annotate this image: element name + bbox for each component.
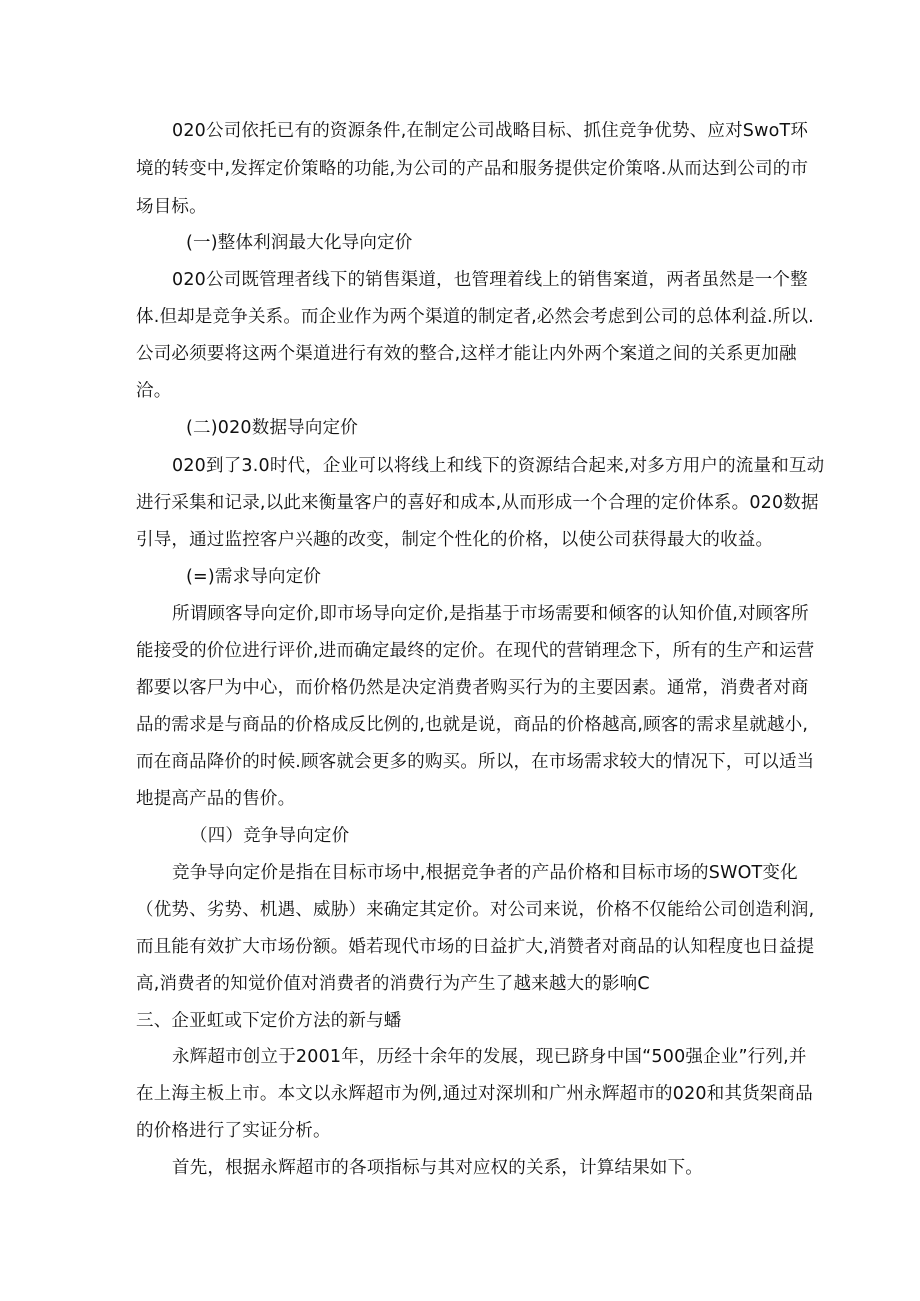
paragraph-line: 在上海主板上市。本文以永辉超市为例,通过对深圳和广州永辉超市的020和其货架商品: [136, 1084, 813, 1104]
paragraph-line: 首先，根据永辉超市的各项指标与其对应权的关系，计算结果如下。: [172, 1158, 703, 1178]
paragraph-line: 境的转变中,发挥定价策略的功能,为公司的产品和服务提供定价策咯.从而达到公司的市: [136, 159, 809, 179]
paragraph-line: 竞争导向定价是指在目标市场中,根据竞争者的产品价格和目标市场的SWOT变化: [172, 863, 798, 883]
paragraph-line: 永辉超市创立于2001年，历经十余年的发展，现已跻身中国“500强企业”行列,并: [172, 1047, 807, 1067]
paragraph-line: 品的需求是与商品的价格成反比例的,也就是说，商品的价格越高,顾客的需求星就越小,: [136, 715, 809, 735]
paragraph-line: 进行采集和记录,以此来衡量客户的喜好和成本,从而形成一个合理的定价体系。020数据: [136, 493, 819, 513]
paragraph-line: 能接受的价位进行评价,进而确定最终的定价。在现代的营销理念下，所有的生产和运营: [136, 641, 815, 661]
paragraph-line: 洽。: [136, 381, 172, 401]
paragraph-line: 高,消费者的知觉价值对消费者的消费行为产生了越来越大的影响C: [136, 974, 650, 994]
paragraph-line: 地提高产品的售价。: [136, 789, 296, 809]
section-heading: (=)需求导向定价: [186, 567, 322, 587]
paragraph-line: 体.但却是竞争关系。而企业作为两个渠道的制定者,必然会考虑到公司的总体利益.所以.: [136, 307, 814, 327]
paragraph-line: 都要以客尸为中心，而价格仍然是决定消费者购买行为的主要因素。通常，消费者对商: [136, 678, 809, 698]
paragraph-line: 公司必须要将这两个渠道进行有效的整合,这样才能让内外两个案道之间的关系更加融: [136, 344, 797, 364]
section-heading: （四）竞争导向定价: [190, 826, 350, 846]
paragraph-line: 所谓顾客导向定价,即市场导向定价,是指基于市场需要和倾客的认知价值,对顾客所: [172, 604, 809, 624]
paragraph-line: 引导，通过监控客户兴趣的改变，制定个性化的价格，以使公司获得最大的收益。: [136, 530, 774, 550]
paragraph-line: 场目标。: [136, 197, 207, 217]
paragraph-line: 020公司既管理者线下的销售渠道，也管理着线上的销售案道，两者虽然是一个整: [172, 270, 808, 290]
section-heading: 三、企亚虹或下定价方法的新与蟠: [136, 1011, 402, 1031]
paragraph-line: 020公司依托已有的资源条件,在制定公司战略目标、抓住竞争优势、应对SwoT环: [172, 121, 809, 141]
section-heading: (二)020数据导向定价: [186, 418, 358, 438]
section-heading: (一)整体利润最大化导向定价: [186, 233, 413, 253]
paragraph-line: 020到了3.0时代，企业可以将线上和线下的资源结合起来,对多方用户的流量和互动: [172, 456, 825, 476]
paragraph-line: 而且能有效扩大市场份额。婚若现代市场的日益扩大,消赞者对商品的认知程度也日益提: [136, 937, 815, 957]
paragraph-line: 而在商品降价的时候.顾客就会更多的购买。所以，在市场需求较大的情况下，可以适当: [136, 752, 815, 772]
paragraph-line: （优势、劣势、机遇、威胁）来确定其定价。对公司来说，价格不仅能给公司创造利润,: [136, 900, 815, 920]
paragraph-line: 的价格进行了实证分析。: [136, 1121, 331, 1141]
